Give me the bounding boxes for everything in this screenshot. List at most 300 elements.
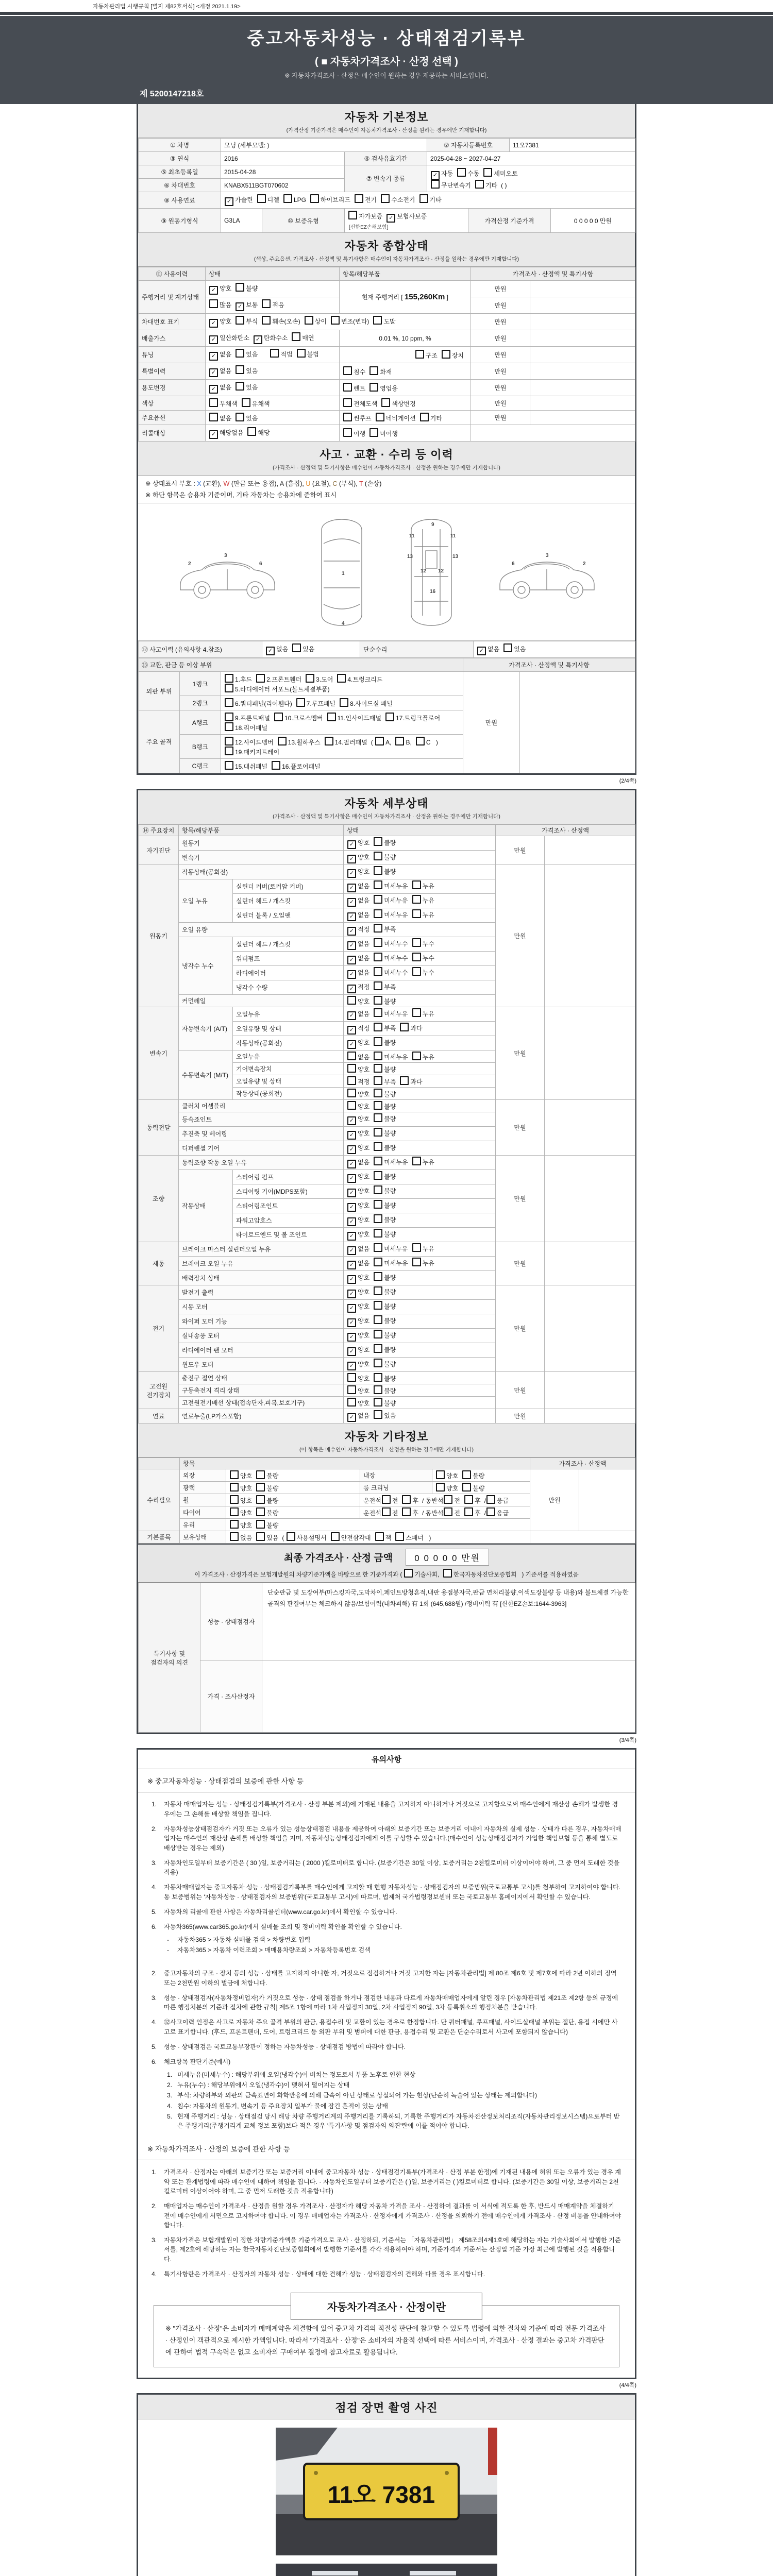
- checkbox-label: 양호: [220, 318, 232, 325]
- text: /: [484, 1497, 486, 1505]
- label-cell: 충전구 절연 상태: [179, 1372, 344, 1384]
- checkbox-label: 양호: [358, 1103, 370, 1111]
- label-cell: ⑤ 최초등록일: [139, 165, 221, 179]
- frame-photos: [137, 2393, 636, 2576]
- checkbox: [256, 674, 265, 683]
- notice-item: [152, 2167, 621, 2196]
- checkbox: [256, 1532, 265, 1541]
- checkbox-label: 불량: [384, 1188, 396, 1195]
- checkbox-label: 19.패키지트레이: [235, 749, 280, 756]
- value-cell: [432, 1482, 530, 1494]
- value-cell: 만원: [471, 281, 530, 297]
- checkbox-checked: ✓: [347, 1333, 356, 1342]
- text: ]: [445, 294, 448, 301]
- checkbox-label: 누유: [422, 911, 434, 919]
- value-cell: 만원: [471, 363, 530, 380]
- section-accident-title: 사고 · 교환 · 수리 등 이력: [320, 448, 453, 461]
- checkbox: [230, 1532, 239, 1541]
- notice-item: [167, 2102, 621, 2111]
- checkbox: [412, 909, 421, 918]
- checkbox-label: 미세누유: [384, 1260, 408, 1267]
- section-other-title: 자동차 기타정보: [344, 1430, 429, 1444]
- notice-number: -: [167, 1936, 170, 1943]
- checkbox-label: 미세누수: [384, 955, 408, 962]
- checkbox: [327, 713, 336, 721]
- checkbox: [412, 1052, 421, 1060]
- checkbox-label: 양호: [358, 854, 370, 861]
- checkbox-checked: ✓: [347, 1232, 356, 1241]
- top-rule: [0, 12, 773, 15]
- checkbox: [381, 194, 390, 203]
- header-cell: 가격조사 · 산정액: [530, 1458, 635, 1469]
- notice-text: 자동차매매업자는 중고자동차 성능 · 상태점검기록부를 매수인에게 고지할 때 현행 자동차성능 · 상태점검자의 보증범위(국토교통부 고시)를 첨부하여 고지하여야 합니다. 동 보증범위는 '자동차성능 · 상태점검자의 보증범위'(국토교통부 고시)에 따르며, 법제처 국가법령정보센터 또는 국토교통부 홈페이지에서 확인할 수 있습니다.: [164, 1884, 621, 1901]
- checkbox-checked: ✓: [347, 1318, 356, 1327]
- document-title: 중고자동차성능 · 상태점검기록부: [247, 29, 526, 48]
- checkbox: [431, 180, 440, 189]
- notice-item: [152, 1907, 621, 1917]
- value-cell: [344, 980, 496, 995]
- checkbox: [230, 1507, 239, 1516]
- checkbox: [395, 1532, 404, 1541]
- table-row: [139, 396, 635, 411]
- checkbox: [343, 428, 352, 437]
- checkbox: [374, 1315, 382, 1324]
- label-cell: 냉각수 누수: [179, 937, 233, 995]
- page-marker-2: (2/4쪽): [619, 778, 636, 785]
- checkbox-label: 영업용: [380, 385, 398, 392]
- final-price-note: [138, 1569, 635, 1579]
- notice-text: 부식: 차량하부와 외판의 금속표면이 화학반응에 의해 금속이 아닌 상태로 상실되어 가는 현상(단순히 녹슬어 있는 상태는 제외합니다): [177, 2092, 537, 2099]
- value-cell: [344, 952, 496, 966]
- group-transmission: 변속기: [139, 1007, 179, 1100]
- checkbox: [374, 1286, 382, 1295]
- notice-number: 2.: [152, 1825, 157, 1833]
- checkbox: [483, 168, 492, 177]
- checkbox-label: 부족: [384, 1078, 396, 1086]
- checkbox: [395, 737, 404, 745]
- notice-item: [152, 1800, 621, 1819]
- checkbox-label: 보험사보증: [397, 213, 427, 220]
- notice-text: 자동차인도일부터 보증기간은 ( 30 )일, 보증거리는 ( 2000 )킬로미터로 합니다. (보증기간은 30일 이상, 보증거리는 2천킬로미터 이상이어야 하며, 그 중 먼저 도래한 것을 적용): [164, 1859, 620, 1876]
- value-cell: 스티어링조인트: [233, 1199, 344, 1213]
- checkbox-label: 없음: [240, 1534, 253, 1542]
- label-cell: 추진축 및 베어링: [179, 1127, 344, 1141]
- checkbox-checked: ✓: [347, 1011, 356, 1020]
- checkbox: [374, 1142, 382, 1151]
- value-cell: [344, 865, 496, 879]
- label-cell: 디퍼렌셜 기어: [179, 1141, 344, 1156]
- value-cell: 만원: [471, 411, 530, 425]
- notices-band-1: ※ 중고자동차성능 · 상태점검의 보증에 관한 사항 등: [138, 1769, 635, 1792]
- value-cell: [360, 1494, 530, 1506]
- checkbox-checked: ✓: [347, 1040, 356, 1049]
- checkbox-label: 없음: [220, 384, 232, 391]
- label-cell: 라디에이터 팬 모터: [179, 1343, 344, 1358]
- checkbox-label: 양호: [358, 1115, 370, 1123]
- text: (: [282, 1534, 286, 1542]
- checkbox-label: 불량: [384, 1039, 396, 1047]
- checkbox-label: 양호: [358, 1346, 370, 1354]
- checkbox-label: 양호: [358, 1173, 370, 1181]
- label-cell: 변속기: [179, 851, 344, 865]
- checkbox-label: 불량: [384, 1289, 396, 1296]
- section-other-header: [138, 1423, 635, 1458]
- checkbox-label: 없음: [358, 1245, 370, 1253]
- checkbox-label: 14.필러패널: [334, 739, 367, 747]
- value-cell: 라디에이터: [233, 966, 344, 980]
- checkbox-label: 후: [475, 1510, 481, 1517]
- checkbox-checked: ✓: [347, 941, 356, 950]
- checkbox-label: 불량: [384, 1361, 396, 1368]
- checkbox-label: 불량: [384, 1202, 396, 1210]
- value-cell: [344, 1141, 496, 1156]
- checkbox-label: 양호: [358, 1202, 370, 1210]
- checkbox: [331, 1532, 340, 1541]
- text: ): [434, 739, 438, 747]
- other-info-table: [138, 1458, 635, 1544]
- checkbox: [382, 1495, 391, 1504]
- value-cell: [471, 425, 635, 442]
- checkbox-checked: ✓: [431, 171, 440, 180]
- section-basic-title: 자동차 기본정보: [344, 111, 429, 124]
- value-cell: 오일유량 및 상태: [233, 1075, 344, 1088]
- value-cell: [360, 1506, 530, 1519]
- checkbox: [374, 938, 382, 947]
- label-vehicle-name: ① 차명: [139, 139, 221, 152]
- value-cell: [206, 380, 340, 396]
- checkbox-checked: ✓: [347, 970, 356, 979]
- checkbox: [375, 1532, 384, 1541]
- checkbox: [462, 1483, 471, 1492]
- checkbox-checked: ✓: [347, 1116, 356, 1125]
- value-cell: [340, 363, 471, 380]
- checkbox-label: 없음: [276, 646, 289, 653]
- group-basic-items: 기본품목: [139, 1531, 180, 1544]
- checkbox: [374, 852, 382, 860]
- simple-repair-label: 단순수리: [360, 641, 474, 658]
- checkbox-checked: ✓: [209, 385, 218, 394]
- checkbox-checked: ✓: [347, 1246, 356, 1255]
- checkbox-label: 일산화탄소: [220, 334, 249, 342]
- label-cell: 유리: [180, 1519, 226, 1531]
- checkbox-checked: ✓: [209, 319, 218, 328]
- value-cell: 만원: [471, 347, 530, 363]
- appraiser-label: 가격 · 조사산정자: [200, 1660, 262, 1733]
- checkbox: [374, 1272, 382, 1281]
- checkbox: [412, 953, 421, 961]
- checkbox-label: 미세누유: [384, 883, 408, 890]
- value-cell: 기어변속장치: [233, 1063, 344, 1075]
- checkbox-label: 적정: [358, 984, 370, 991]
- simple-repair: [474, 641, 635, 658]
- value-cell: [344, 1409, 496, 1423]
- checkbox-label: 미세누유: [384, 1245, 408, 1253]
- value-cell: [530, 396, 635, 411]
- price-appraisal-info-text: ※ "가격조사 · 산정"은 소비자가 매매계약을 체결함에 있어 중고차 가격의 적절성 판단에 참고할 수 있도록 법령에 의한 절차와 기준에 따라 전문 가격조사 · 산정인이 객관적으로 제시한 가액입니다. 따라서 "가격조사 · 산정"은 소비자의 자율적 선택에 따른 서비스이며, 가격조사 · 산정 결과는 중고차 가격판단에 관하여 법적 구속력은 없고 소비자의 구매여부 결정에 참고자료로 활용됩니다.: [165, 2325, 606, 2356]
- checkbox: [297, 349, 306, 358]
- checkbox: [369, 428, 378, 437]
- value-cell: [545, 1372, 635, 1409]
- value-cell: 만원: [496, 1007, 545, 1100]
- checkbox: [400, 1023, 409, 1031]
- table-row: [139, 165, 635, 179]
- checkbox: [374, 924, 382, 933]
- diagram-number: 13: [407, 554, 413, 560]
- checkbox-label: 적정: [358, 1025, 370, 1032]
- checkbox-label: 미세누유: [384, 911, 408, 919]
- label-cell: 리콜대상: [139, 425, 206, 442]
- value-cell: 만원: [496, 1285, 545, 1372]
- checkbox-label: 불법: [307, 351, 319, 358]
- notice-number: -: [167, 1946, 170, 1954]
- checkbox-checked: ✓: [347, 956, 356, 964]
- text: T: [359, 480, 363, 487]
- checkbox-label: 양호: [358, 1144, 370, 1152]
- checkbox: [375, 737, 384, 745]
- checkbox: [347, 1076, 356, 1085]
- label-cell: ③ 연식: [139, 152, 221, 165]
- checkbox-label: 스패너: [406, 1534, 424, 1542]
- notice-text: 자동차365 > 자동차 이력조회 > 매매용차량조회 > 자동차등록번호 검색: [177, 1946, 371, 1954]
- checkbox: [374, 1157, 382, 1165]
- checkbox-label: 있음: [514, 646, 526, 653]
- label-cell: 특별이력: [139, 363, 206, 380]
- checkbox-checked: ✓: [209, 430, 218, 439]
- value-cell: 오일유량 및 상태: [233, 1022, 344, 1036]
- value-cell: [530, 330, 635, 347]
- final-price-band: [138, 1544, 635, 1583]
- inspector-label: 성능 · 상태점검자: [200, 1583, 262, 1660]
- checkbox: [236, 365, 244, 374]
- checkbox: [374, 1064, 382, 1073]
- label-cell: 수동변속기 (M/T): [179, 1050, 233, 1100]
- checkbox-label: 구조: [425, 352, 438, 359]
- checkbox-label: 적정: [358, 1078, 370, 1086]
- checkbox: [412, 880, 421, 889]
- notice-number: 3.: [152, 1859, 157, 1867]
- checkbox-label: 전기: [364, 196, 377, 204]
- checkbox: [369, 383, 378, 392]
- status-code-legend-2: ※ 하단 항목은 승용차 기준이며, 기타 자동차는 승용차에 준하여 표시: [138, 490, 635, 503]
- section-accident-note: (가격조사 · 산정액 및 특기사항은 매수인이 자동차가격조사 · 산정을 원하는 경우에만 기재합니다): [273, 465, 500, 471]
- checkbox: [306, 674, 314, 683]
- table-row: [139, 865, 635, 879]
- ceiling-light: [312, 2571, 358, 2575]
- notice-number: 5.: [167, 2112, 173, 2120]
- opinion-label: 특기사항 및 점검자의 의견: [139, 1583, 200, 1733]
- value-cell: [226, 1506, 360, 1519]
- checkbox: [374, 880, 382, 889]
- label-cell: 외장: [180, 1469, 226, 1482]
- checkbox: [374, 895, 382, 904]
- checkbox: [404, 1569, 413, 1578]
- checkbox: [374, 1214, 382, 1223]
- checkbox-label: 없음: [220, 367, 232, 375]
- checkbox-label: 미이행: [380, 430, 398, 437]
- diagram-number: 2: [188, 561, 191, 567]
- checkbox-label: 7.루프패널: [306, 700, 336, 708]
- checkbox: [348, 211, 357, 219]
- value-cell: [344, 1088, 496, 1100]
- label-cell: 연료누출(LP가스포함): [179, 1409, 344, 1423]
- checkbox-label: 무채색: [220, 400, 238, 408]
- value-cell: [206, 396, 340, 411]
- notice-text: 자동차가격은 보험개발원이 정한 차량기준가액을 기준가격으로 조사 · 산정하되, 기준서는 「자동차관리법」 제58조의4제1호에 해당하는 자는 기술사회에서 발행한 기준서를, 제2호에 해당하는 자는 한국자동차진단보증협회에서 발행한 기준서를 각각 적용하여야 하며, 기준가격과 기준서는 산정일 기준 가장 최근에 발행된 것을 적용합니다.: [164, 2236, 621, 2263]
- checkbox: [337, 674, 346, 683]
- page-marker-4: (4/4쪽): [619, 2382, 636, 2388]
- header-cell: 상태: [344, 825, 496, 836]
- notice-text: 성능 · 상태점검은 국토교통부장관이 정하는 자동차성능 · 상태점검 방법에 따라야 합니다.: [164, 2043, 406, 2051]
- label-cell: 룸 크리닝: [360, 1482, 432, 1494]
- checkbox: [402, 1507, 411, 1516]
- value-cell: 만원: [496, 1156, 545, 1242]
- checkbox: [503, 643, 512, 652]
- value-cell: [344, 923, 496, 937]
- value-cell: [344, 908, 496, 923]
- checkbox: [374, 981, 382, 990]
- label-cell: 고전원전기배선 상태(접속단자,피복,보호기구): [179, 1397, 344, 1409]
- notice-number: 2.: [152, 1970, 157, 1977]
- checkbox-label: 양호: [358, 1375, 370, 1383]
- checkbox-label: 불량: [266, 1510, 279, 1517]
- checkbox-label: 상이: [314, 318, 327, 325]
- checkbox: [230, 1520, 239, 1529]
- notice-item: [152, 1858, 621, 1877]
- checkbox: [236, 316, 244, 325]
- checkbox: [242, 398, 250, 407]
- value-cell: [344, 1112, 496, 1127]
- checkbox-label: 불량: [384, 854, 396, 861]
- checkbox: [374, 1330, 382, 1338]
- checkbox-label: 기타: [430, 415, 442, 422]
- table-row: [139, 363, 635, 380]
- label-cell: A랭크: [180, 710, 221, 735]
- header-cell: ⑭ 주요장치: [139, 825, 179, 836]
- checkbox-label: 매연: [302, 334, 314, 342]
- checkbox-label: 렌트: [354, 385, 366, 392]
- value-cell: [344, 1285, 496, 1300]
- value-cell: [344, 1372, 496, 1384]
- final-price-value: 0 0 0 0 0 만원: [406, 1549, 489, 1566]
- checkbox-label: 불량: [384, 1346, 396, 1354]
- table-row: [139, 1469, 635, 1482]
- diagram-number: 12: [438, 568, 444, 574]
- checkbox-label: 없음: [358, 969, 370, 977]
- value-cell: [545, 836, 635, 865]
- license-plate-number: 11오 7381: [327, 2481, 435, 2508]
- label-cell: B랭크: [180, 735, 221, 759]
- label-cell: 등속죠인트: [179, 1112, 344, 1127]
- car-diagrams: [138, 503, 635, 641]
- text: (: [371, 739, 375, 747]
- checkbox: [225, 674, 233, 683]
- header-cell: 항목: [180, 1458, 530, 1469]
- checkbox: [416, 737, 425, 745]
- checkbox: [347, 1373, 356, 1382]
- checkbox: [412, 1157, 421, 1165]
- car-diagram-top: [312, 511, 371, 633]
- notices-title: 유의사항: [138, 1750, 635, 1769]
- checkbox: [230, 1495, 239, 1504]
- notice-item: [152, 2042, 621, 2052]
- notice-item: [152, 2201, 621, 2230]
- checkbox-label: 양호: [240, 1497, 253, 1505]
- label-cell: 브레이크 오일 누유: [179, 1257, 344, 1271]
- checkbox-label: 안전삼각대: [341, 1534, 371, 1542]
- checkbox-label: 미세누유: [384, 1054, 408, 1061]
- checkbox-label: 양호: [358, 1400, 370, 1408]
- checkbox-label: 전: [454, 1510, 461, 1517]
- checkbox-checked: ✓: [209, 352, 218, 361]
- label-cell: ⑧ 사용연료: [139, 192, 221, 209]
- checkbox-label: 적음: [272, 301, 284, 309]
- checkbox-checked: ✓: [209, 368, 218, 377]
- checkbox: [374, 1410, 382, 1419]
- value-cell: [226, 1531, 530, 1544]
- checkbox-label: 양호: [358, 998, 370, 1006]
- checkbox: [278, 737, 287, 745]
- diagram-number: 2: [583, 561, 586, 567]
- value-cell: [206, 297, 340, 314]
- value-cell: [344, 851, 496, 865]
- checkbox: [256, 1483, 265, 1492]
- value-cell: 만원: [496, 1242, 545, 1285]
- checkbox: [225, 698, 233, 707]
- checkbox-label: 화재: [380, 368, 392, 376]
- checkbox-label: 응급: [496, 1497, 509, 1505]
- text: C: [332, 480, 338, 487]
- section-accident-header: [138, 442, 635, 476]
- table-row: [139, 330, 635, 347]
- checkbox-label: 3.도어: [316, 676, 333, 684]
- value-cell: [545, 865, 635, 1007]
- checkbox-label: 5.라디에이터 서포트(볼트체결부품): [235, 686, 330, 693]
- checkbox-label: 자동: [441, 170, 453, 177]
- label-cell: 작동상태: [179, 1170, 233, 1242]
- checkbox-label: 있음: [303, 646, 315, 653]
- value-cell: [545, 1285, 635, 1372]
- notice-item: [152, 2235, 621, 2264]
- value-cell: [344, 1329, 496, 1343]
- value-cell: [226, 1494, 360, 1506]
- value-cell: [530, 363, 635, 380]
- header-cell: 항목/해당부품: [179, 825, 344, 836]
- label-cell: 원동기: [179, 836, 344, 851]
- checkbox-label: 불량: [384, 1274, 396, 1282]
- table-row: [139, 380, 635, 396]
- checkbox-label: 불량: [384, 839, 396, 847]
- checkbox: [225, 684, 233, 692]
- notice-item: [167, 2070, 621, 2079]
- value-cell: 스티어링 펌프: [233, 1170, 344, 1184]
- value-cell: [344, 1242, 496, 1257]
- checkbox: [412, 938, 421, 947]
- frame-page3: [137, 789, 636, 1734]
- value-cell: [344, 1022, 496, 1036]
- checkbox-label: 누유: [422, 1245, 434, 1253]
- checkbox: [382, 1507, 391, 1516]
- checkbox-label: 누유: [422, 883, 434, 890]
- checkbox: [374, 953, 382, 961]
- checkbox: [374, 837, 382, 846]
- label-cell: 배력장치 상태: [179, 1271, 344, 1285]
- value-cell: [520, 672, 635, 773]
- model-year: 2016: [221, 152, 345, 165]
- checkbox-label: 불량: [384, 1130, 396, 1138]
- checkbox: [412, 1258, 421, 1266]
- text: A: [279, 480, 284, 487]
- checkbox: [256, 1520, 265, 1529]
